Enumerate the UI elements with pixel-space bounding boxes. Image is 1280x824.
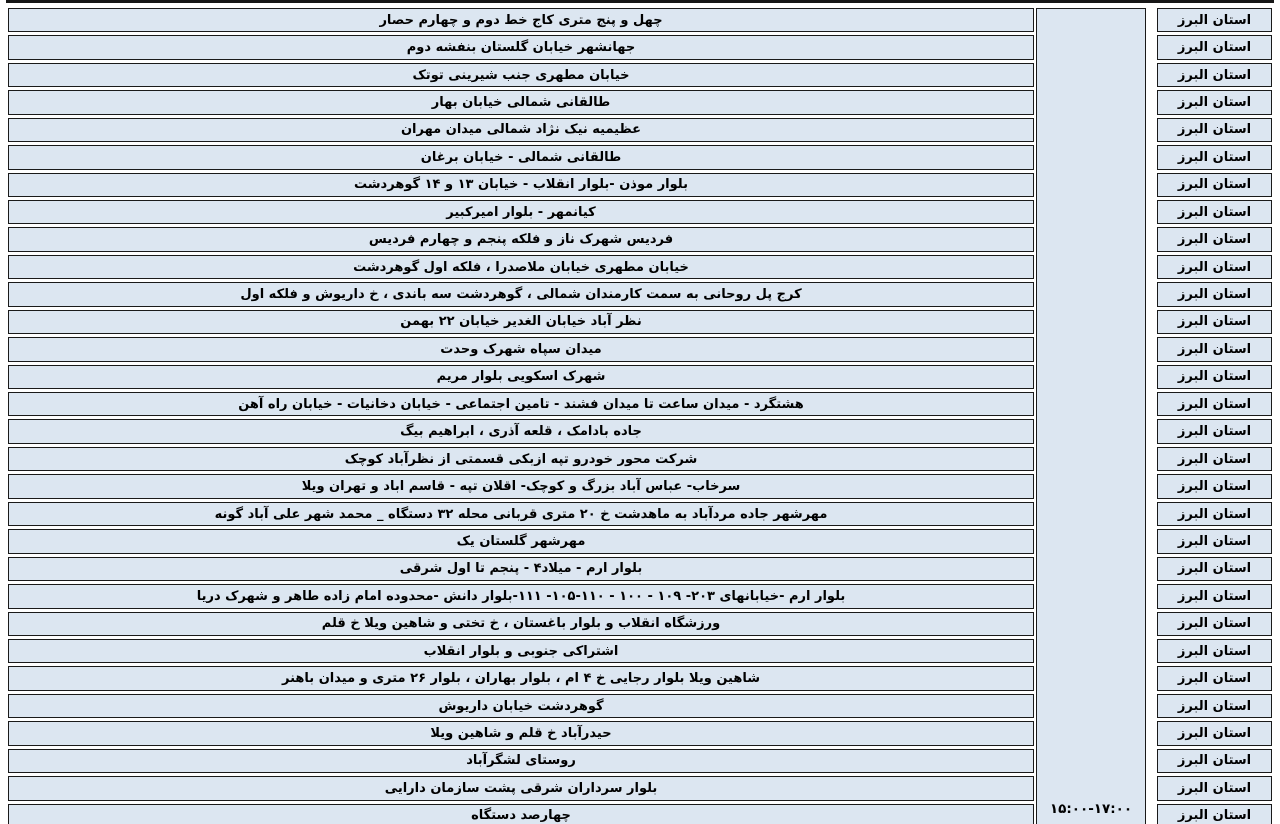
location-cell: کیانمهر - بلوار امیرکبیر <box>8 200 1034 224</box>
province-cell: استان البرز <box>1157 173 1272 197</box>
province-cell: استان البرز <box>1157 365 1272 389</box>
location-cell: شاهین ویلا بلوار رجایی خ ۴ ام ، بلوار بهاران ، بلوار ۲۶ متری و میدان باهنر <box>8 666 1034 690</box>
location-cell: بلوار ارم -خیابانهای ۲۰۳- ۱۰۹ - ۱۰۰ - ۱۱۰-۱۰۵- ۱۱۱-بلوار دانش -محدوده امام زاده طاهر و شهرک دریا <box>8 584 1034 608</box>
province-cell: استان البرز <box>1157 35 1272 59</box>
province-cell: استان البرز <box>1157 419 1272 443</box>
province-cell: استان البرز <box>1157 804 1272 824</box>
province-cell: استان البرز <box>1157 282 1272 306</box>
location-cell: اشتراکی جنوبی و بلوار انقلاب <box>8 639 1034 663</box>
province-cell: استان البرز <box>1157 474 1272 498</box>
province-cell: استان البرز <box>1157 310 1272 334</box>
location-cell: شرکت محور خودرو تپه ازبکی قسمتی از نظرآباد کوچک <box>8 447 1034 471</box>
location-cell: ورزشگاه انقلاب و بلوار باغستان ، خ تختی و شاهین ویلا خ قلم <box>8 612 1034 636</box>
province-cell: استان البرز <box>1157 529 1272 553</box>
location-cell: فردیس شهرک ناز و فلکه پنجم و چهارم فردیس <box>8 227 1034 251</box>
province-cell: استان البرز <box>1157 721 1272 745</box>
location-cell: طالقانی شمالی خیابان بهار <box>8 90 1034 114</box>
location-cell: بلوار موذن -بلوار انقلاب - خیابان ۱۳ و ۱۴ گوهردشت <box>8 173 1034 197</box>
location-cell: سرخاب- عباس آباد بزرگ و کوچک- اقلان تپه - قاسم اباد و تهران ویلا <box>8 474 1034 498</box>
province-cell: استان البرز <box>1157 776 1272 800</box>
province-cell: استان البرز <box>1157 447 1272 471</box>
location-cell: جهانشهر خیابان گلستان بنفشه دوم <box>8 35 1034 59</box>
location-cell: گوهردشت خیابان داریوش <box>8 694 1034 718</box>
province-cell: استان البرز <box>1157 63 1272 87</box>
province-cell: استان البرز <box>1157 639 1272 663</box>
province-cell: استان البرز <box>1157 200 1272 224</box>
location-cell: بلوار سرداران شرقی پشت سازمان دارایی <box>8 776 1034 800</box>
province-cell: استان البرز <box>1157 337 1272 361</box>
province-cell: استان البرز <box>1157 227 1272 251</box>
province-cell: استان البرز <box>1157 8 1272 32</box>
location-cell: مهرشهر گلستان یک <box>8 529 1034 553</box>
location-cell: جاده بادامک ، قلعه آذری ، ابراهیم بیگ <box>8 419 1034 443</box>
location-cell: هشتگرد - میدان ساعت تا میدان فشند - تامین اجتماعی - خیابان دخانیات - خیابان راه آهن <box>8 392 1034 416</box>
location-cell: خیابان مطهری جنب شیرینی توتک <box>8 63 1034 87</box>
province-cell: استان البرز <box>1157 502 1272 526</box>
province-cell: استان البرز <box>1157 694 1272 718</box>
location-cell: خیابان مطهری خیابان ملاصدرا ، فلکه اول گوهردشت <box>8 255 1034 279</box>
location-cell: طالقانی شمالی - خیابان برغان <box>8 145 1034 169</box>
location-cell: شهرک اسکویی بلوار مریم <box>8 365 1034 389</box>
province-cell: استان البرز <box>1157 90 1272 114</box>
time-window-cell <box>1036 8 1146 824</box>
province-cell: استان البرز <box>1157 666 1272 690</box>
location-cell: چهارصد دستگاه <box>8 804 1034 824</box>
location-cell: میدان سپاه شهرک وحدت <box>8 337 1034 361</box>
province-cell: استان البرز <box>1157 255 1272 279</box>
province-cell: استان البرز <box>1157 392 1272 416</box>
province-column <box>1157 8 1272 824</box>
province-cell: استان البرز <box>1157 145 1272 169</box>
location-cell: عظیمیه نیک نژاد شمالی میدان مهران <box>8 118 1034 142</box>
location-cell: کرج پل روحانی به سمت کارمندان شمالی ، گوهردشت سه باندی ، خ داریوش و فلکه اول <box>8 282 1034 306</box>
previous-row-cut-border <box>6 0 1274 3</box>
time-window-value: ۱۵:۰۰-۱۷:۰۰ <box>1049 801 1133 817</box>
location-cell: چهل و پنج متری کاج خط دوم و چهارم حصار <box>8 8 1034 32</box>
province-cell: استان البرز <box>1157 118 1272 142</box>
location-cell: نظر آباد خیابان الغدیر خیابان ۲۲ بهمن <box>8 310 1034 334</box>
location-cell: مهرشهر جاده مردآباد به ماهدشت خ ۲۰ متری قربانی محله ۳۲ دستگاه _ محمد شهر علی آباد گونه <box>8 502 1034 526</box>
province-cell: استان البرز <box>1157 584 1272 608</box>
province-cell: استان البرز <box>1157 557 1272 581</box>
location-cell: روستای لشگرآباد <box>8 749 1034 773</box>
location-column <box>8 8 1034 824</box>
location-cell: بلوار ارم - میلاد۴ - پنجم تا اول شرقی <box>8 557 1034 581</box>
province-cell: استان البرز <box>1157 749 1272 773</box>
province-cell: استان البرز <box>1157 612 1272 636</box>
location-cell: حیدرآباد خ قلم و شاهین ویلا <box>8 721 1034 745</box>
